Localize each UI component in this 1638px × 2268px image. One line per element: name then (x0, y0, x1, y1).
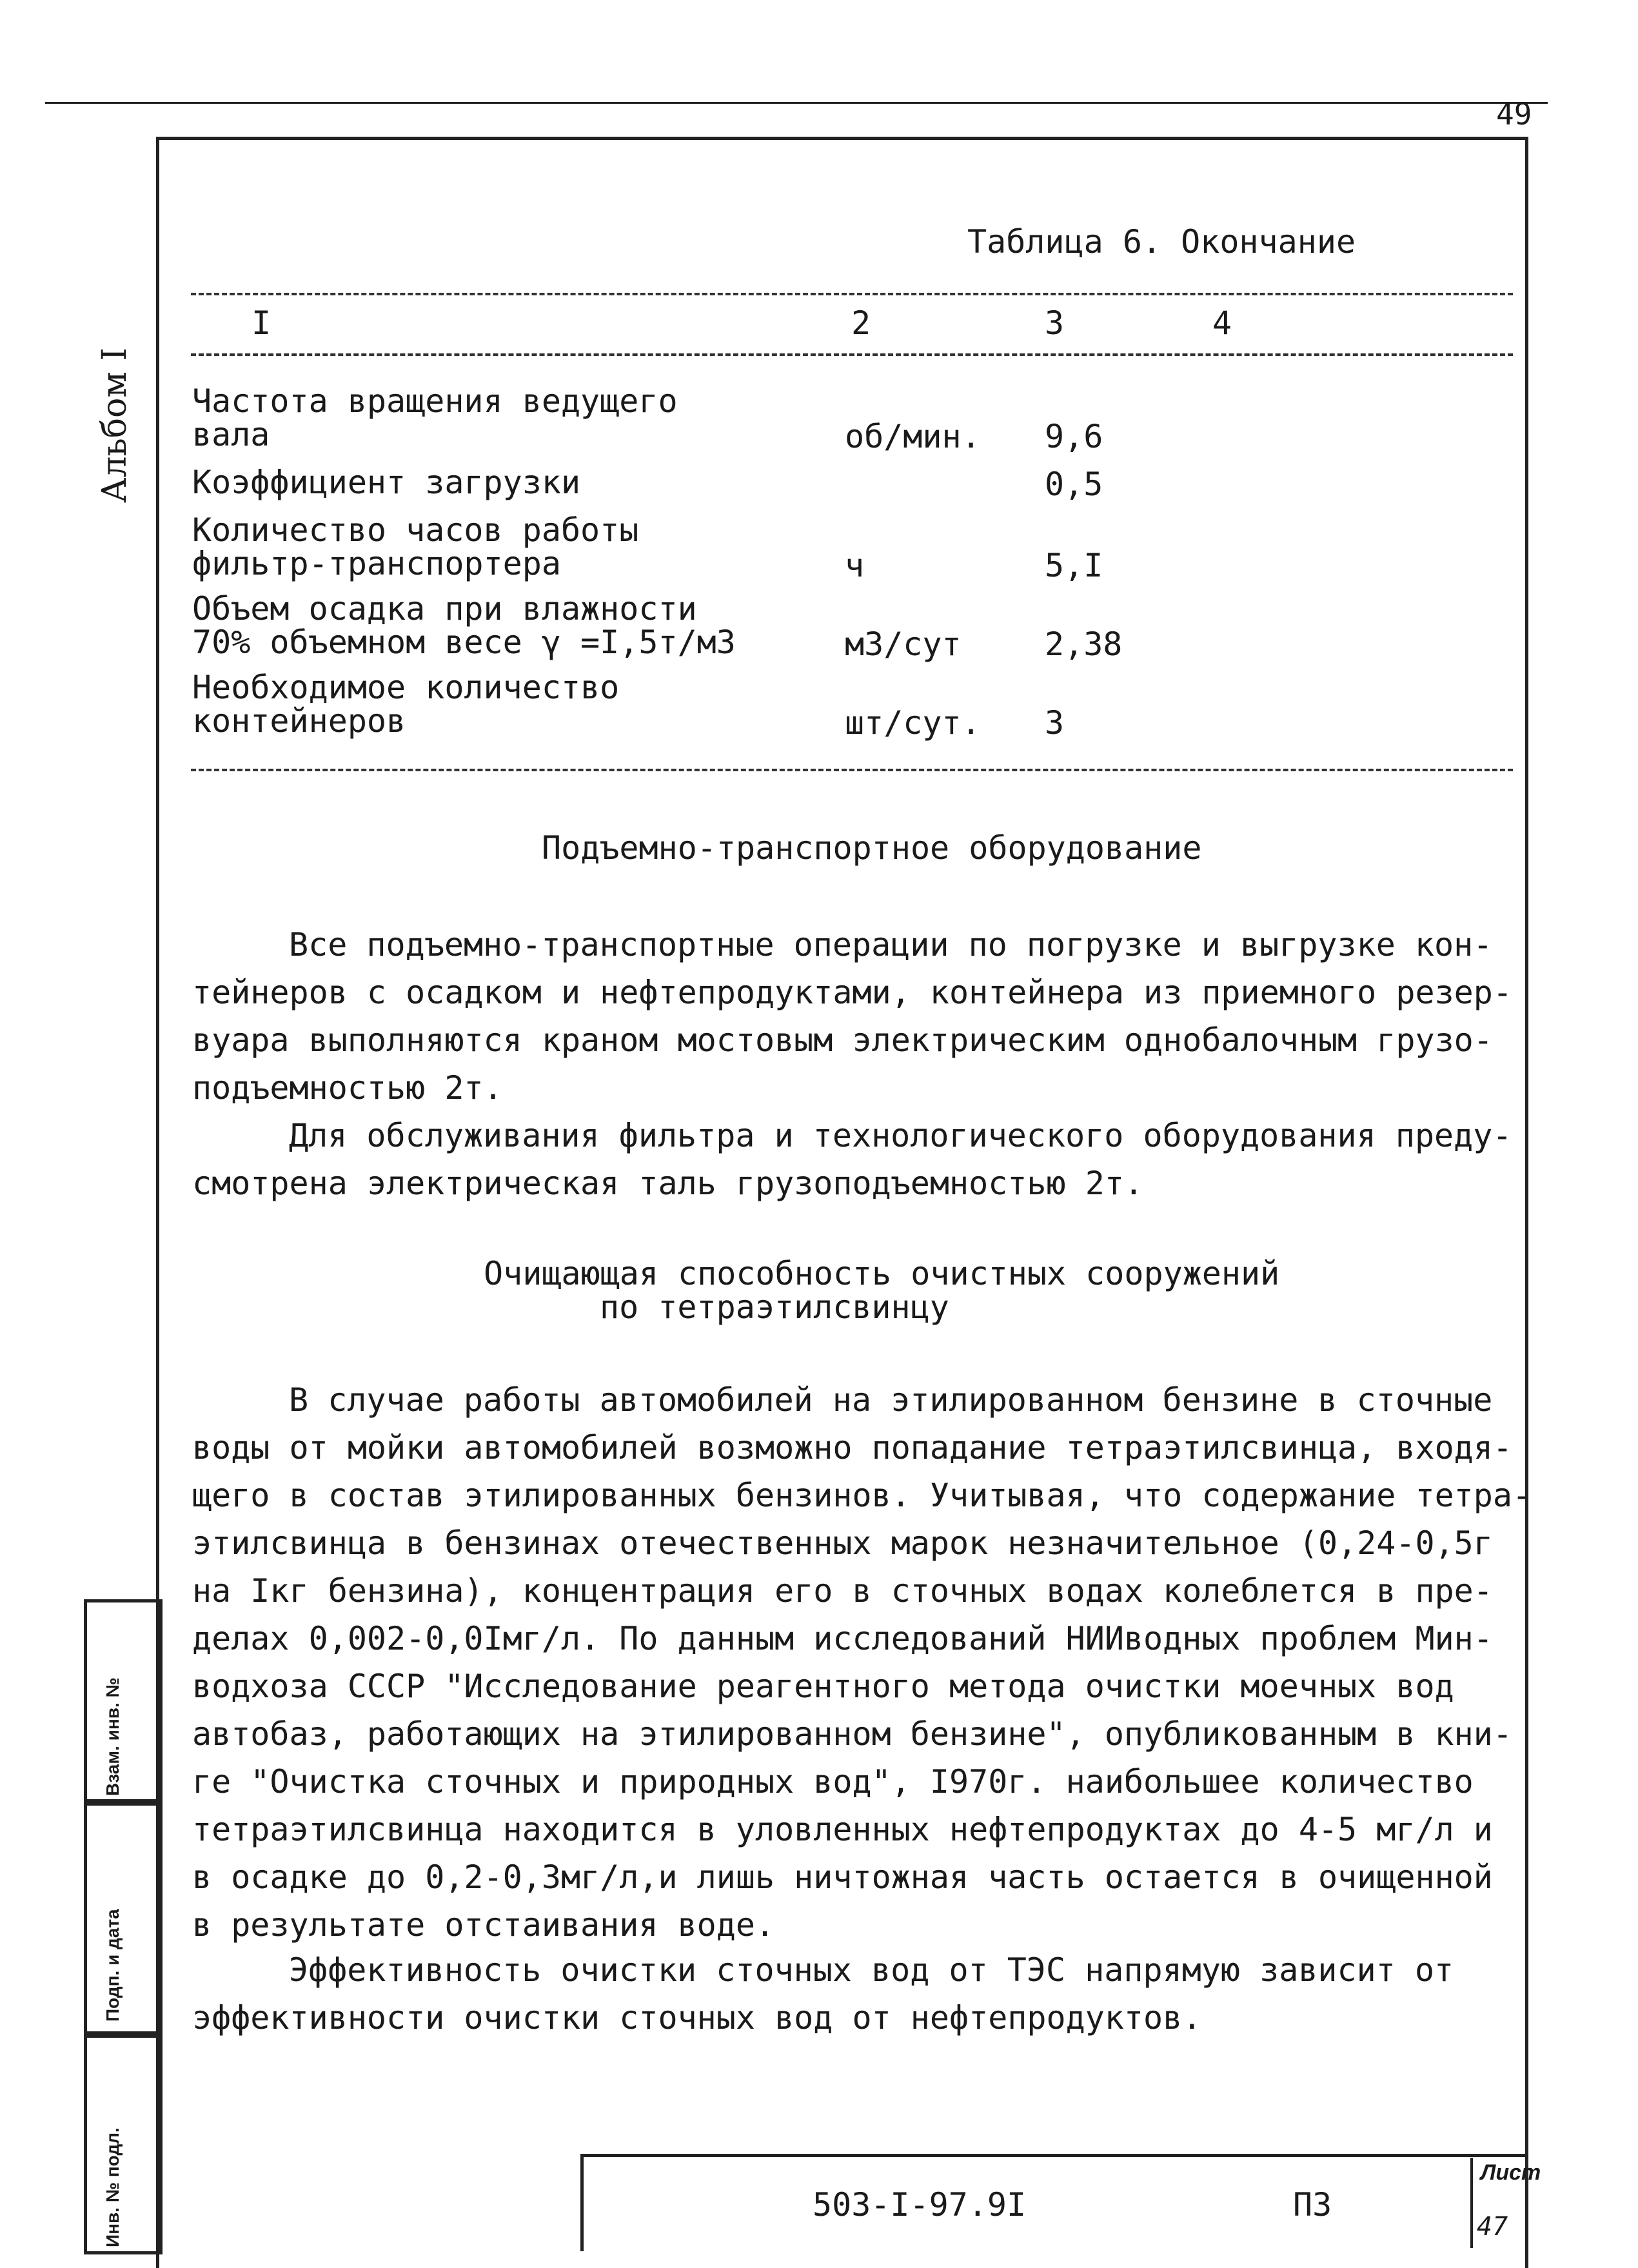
stamp-vzam (84, 1599, 163, 1806)
table-row-label (192, 466, 580, 499)
paragraph-line: ге "Очистка сточных и природных вод", I970г. наибольшее количество (192, 1763, 1474, 1800)
table-row-label-line: фильтр-транспортера (192, 545, 561, 582)
table-row-label-line: 70% объемном весе γ =I,5т/м3 (192, 624, 736, 661)
paragraph-line: водхоза СССР "Исследование реагентного метода очистки моечных вод (192, 1668, 1454, 1705)
table-header-rule (191, 353, 1513, 356)
paragraph-line: В случае работы автомобилей на этилированном бензине в сточные (289, 1381, 1493, 1419)
page-number: 49 (1496, 97, 1532, 132)
table-row-value: 3 (1045, 704, 1065, 742)
paragraph-line: тейнеров с осадком и нефтепродуктами, контейнера из приемного резер- (192, 974, 1512, 1011)
stamp-inv (84, 2031, 163, 2254)
table-row-value: 5,I (1045, 547, 1103, 584)
paragraph-line: автобаз, работающих на этилированном бензине", опубликованным в кни- (192, 1715, 1512, 1753)
sheet-number: 47 (1477, 2212, 1508, 2242)
paragraph (192, 1376, 1532, 1949)
table-top-rule (191, 293, 1513, 295)
sheet-label: Лист (1481, 2160, 1541, 2185)
table-col-header-4: 4 (1212, 304, 1232, 342)
title-block (580, 2154, 1525, 2251)
table-row-unit: об/мин. (845, 418, 981, 455)
paragraph-line: на Iкг бензина), концентрация его в сточных водах колеблется в пре- (192, 1572, 1493, 1610)
paragraph-line: подъемностью 2т. (192, 1069, 503, 1107)
table-row-label-line: контейнеров (192, 702, 406, 740)
paragraph (192, 921, 1512, 1112)
table-row-label (192, 592, 736, 659)
table-row-value: 9,6 (1045, 418, 1103, 455)
table-row-label-line: Частота вращения ведущего (192, 382, 678, 420)
stamp-vzam-label: Взам. инв. № (103, 1677, 123, 1796)
table-row-label (192, 513, 638, 580)
top-rule (45, 102, 1548, 104)
paragraph-line: Для обслуживания фильтра и технологического оборудования преду- (289, 1117, 1512, 1154)
paragraph-line: Эффективность очистки сточных вод от ТЭС напрямую зависит от (289, 1951, 1454, 1989)
album-label: Альбом I (95, 348, 134, 503)
paragraph-line: воды от мойки автомобилей возможно попадание тетраэтилсвинца, входя- (192, 1429, 1512, 1466)
paragraph-line: Все подъемно-транспортные операции по погрузке и выгрузке кон- (289, 926, 1493, 963)
document-section: ПЗ (1293, 2186, 1332, 2224)
table-row-value: 2,38 (1045, 626, 1123, 663)
table-row-label-line: Количество часов работы (192, 511, 639, 549)
paragraph-line: вуара выполняются краном мостовым электрическим однобалочным грузо- (192, 1021, 1493, 1059)
table-row-label (192, 671, 619, 738)
table-row-value: 0,5 (1045, 466, 1103, 503)
stamp-podp (84, 1799, 163, 2038)
section-heading: Подъемно-транспортное оборудование (542, 829, 1202, 867)
stamp-podp-label: Подп. и дата (103, 1909, 123, 2022)
table-row-unit: м3/сут (845, 626, 962, 663)
paragraph-line: делах 0,002-0,0Iмг/л. По данным исследований НИИводных проблем Мин- (192, 1620, 1493, 1657)
paragraph-line: в результате отстаивания воде. (192, 1906, 775, 1944)
table-bottom-rule (191, 769, 1513, 771)
table-col-header-1: I (252, 304, 271, 342)
table-row-unit: ч (845, 547, 865, 584)
document-code: 503-I-97.9I (813, 2186, 1027, 2224)
paragraph (192, 1946, 1508, 2042)
table-row-unit: шт/сут. (845, 704, 981, 742)
table-row-label-line: Объем осадка при влажности (192, 590, 697, 627)
table-row-label-line: вала (192, 416, 270, 453)
paragraph-line: смотрена электрическая таль грузоподъемностью 2т. (192, 1165, 1144, 1202)
paragraph-line: в осадке до 0,2-0,3мг/л,и лишь ничтожная часть остается в очищенной (192, 1859, 1493, 1896)
paragraph-line: тетраэтилсвинца находится в уловленных нефтепродуктах до 4-5 мг/л и (192, 1811, 1493, 1848)
section-heading-line: по тетраэтилсвинцу (600, 1288, 949, 1326)
paragraph (192, 1112, 1512, 1207)
paragraph-line: щего в состав этилированных бензинов. Учитывая, что содержание тетра- (192, 1477, 1532, 1514)
paragraph-line: эффективности очистки сточных вод от нефтепродуктов. (192, 1999, 1202, 2036)
stamp-inv-label: Инв. № подл. (103, 2127, 123, 2247)
table-row-label-line: Коэффициент загрузки (192, 464, 581, 501)
table-row-label-line: Необходимое количество (192, 669, 620, 706)
table-col-header-3: 3 (1045, 304, 1065, 342)
paragraph-line: этилсвинца в бензинах отечественных марок незначительное (0,24-0,5г (192, 1524, 1493, 1562)
table-title: Таблица 6. Окончание (967, 223, 1356, 261)
section-heading-line: Очищающая способность очистных сооружений (484, 1255, 1280, 1292)
table-row-label (192, 384, 678, 451)
table-col-header-2: 2 (851, 304, 871, 342)
